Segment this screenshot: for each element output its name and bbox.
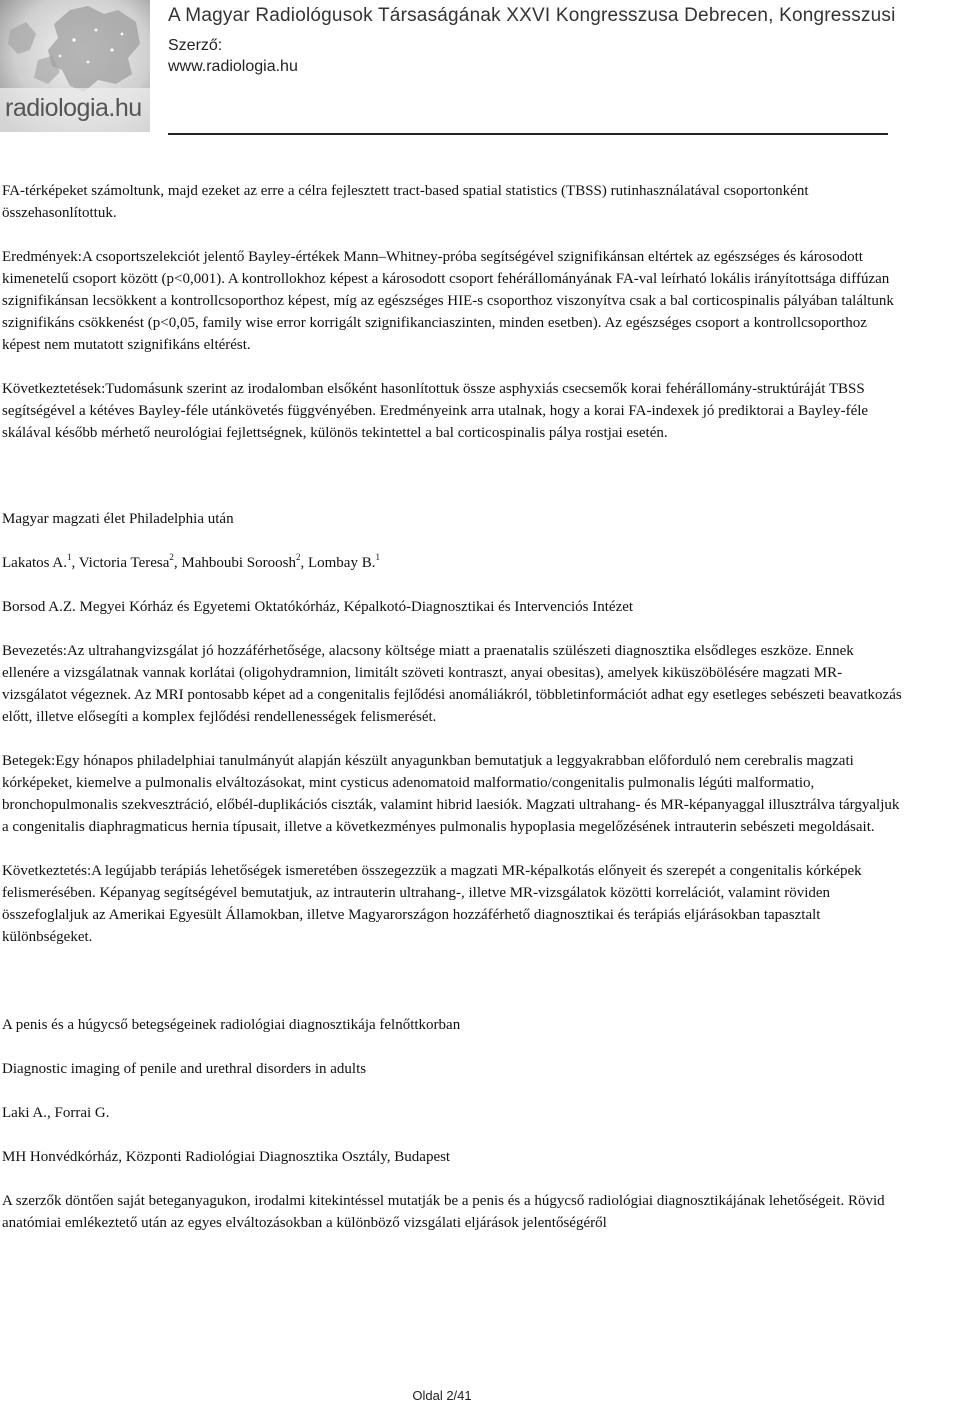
page-header <box>0 0 960 140</box>
logo-wordmark: radiologia.hu <box>5 94 142 122</box>
conference-title: A Magyar Radiológusok Társaságának XXVI Kongresszusa Debrecen, Kongresszusi <box>168 5 896 26</box>
introduction-paragraph: Bevezetés:Az ultrahangvizsgálat jó hozzáférhetősége, alacsony költsége miatt a praenatalis szülészeti diagnosztika elsődleges eszköze. Ennek ellenére a vizsgálatnak vannak korlátai (oligohydramnion, limitált szöveti kontraszt, anyai obesitas), amelyek kiküszöbölésére magzati MR-vizsgálatot végeznek. Az MRI pontosabb képet ad a congenitalis fejlődési anomáliákról, többletinformációt adhat egy esetleges sebészeti beavatkozás előtt, illetve elősegíti a komplex fejlődési rendellenességek felismerését. <box>2 643 902 725</box>
header-divider <box>168 133 888 135</box>
author-name: Lakatos A. <box>2 555 67 571</box>
author-label: Szerző: <box>168 37 223 54</box>
results-paragraph: Eredmények:A csoportszelekciót jelentő Bayley-értékek Mann–Whitney-próba segítségével szignifikánsan eltértek az egészséges és károsodott kimenetelű csoport között (p<0,001). A kontrollokhoz képest a károsodott csoport fehérállományának FA-val leírható lokális irányítottsága diffúzan szignifikánsan lecsökkent a kontrollcsoporthoz képest, míg az egészséges HIE-s csoporthoz viszonyítva csak a bal corticospinalis pályában találtunk szignifikáns csökkenést (p<0,05, family wise error korrigált szignifikanciaszinten, minden esetben). Az egészséges csoport a kontrollcsoporthoz képest nem mutatott szignifikáns eltérést. <box>2 249 894 353</box>
conclusions-paragraph: Következtetések:Tudomásunk szerint az irodalomban elsőként hasonlítottuk össze asphyxiás csecsemők korai fehérállomány-struktúráját TBSS segítségével a kétéves Bayley-féle utánkövetés függvényében. Eredményeink arra utalnak, hogy a korai FA-indexek jó prediktorai a Bayley-féle skálával később mérhető neurológiai fejlettségnek, különös tekintettel a bal corticospinalis pálya rostjai esetén. <box>2 381 869 441</box>
author-name: , Mahboubi Soroosh <box>173 555 296 571</box>
abstract-authors <box>2 552 902 574</box>
site-url-link[interactable]: www.radiologia.hu <box>168 58 298 75</box>
author-name: , Victoria Teresa <box>71 555 170 571</box>
patients-paragraph: Betegek:Egy hónapos philadelphiai tanulmányút alapján készült anyagunkban bemutatjuk a leggyakrabban előforduló nem cerebralis magzati kórképeket, kiemelve a pulmonalis elváltozásokat, mint cysticus adenomatoid malformatio/congenitalis pulmonalis légúti malformatio, bronchopulmonalis szekvesztráció, előbél-duplikációs ciszták, valamint hibrid laesiók. Magzati ultrahang- és MR-képanyaggal illusztrálva tárgyaljuk a congenitalis diaphragmaticus hernia típusait, illetve a következményes pulmonalis hypoplasia megelőzésének intrauterin sebészeti megoldásait. <box>2 753 900 835</box>
affiliation-marker: 1 <box>67 552 72 562</box>
abstract-title-english: Diagnostic imaging of penile and urethral disorders in adults <box>2 1061 367 1077</box>
page-number: Oldal 2/41 <box>412 1388 472 1403</box>
abstract-title: A penis és a húgycső betegségeinek radiológiai diagnosztikája felnőttkorban <box>2 1017 461 1033</box>
affiliation-marker: 1 <box>375 552 380 562</box>
affiliation-marker: 2 <box>169 552 174 562</box>
abstract-affiliation: Borsod A.Z. Megyei Kórház és Egyetemi Oktatókórház, Képalkotó-Diagnosztikai és Intervenciós Intézet <box>2 599 634 615</box>
author-name: , Lombay B. <box>300 555 376 571</box>
conclusion-paragraph: Következtetés:A legújabb terápiás lehetőségek ismeretében összegezzük a magzati MR-képalkotás előnyeit és szerepét a congenitalis kórképek felismerésében. Képanyag segítségével bemutatjuk, az intrauterin ultrahang-, illetve MR-vizsgálatok közötti korrelációt, valamint röviden összefoglaljuk az Amerikai Egyesült Államokban, illetve Magyarországon hozzáférhető diagnosztikai és terápiás eljárásokban tapasztalt különbségeket. <box>2 863 862 945</box>
affiliation-marker: 2 <box>295 552 301 562</box>
abstract-title: Magyar magzati élet Philadelphia után <box>2 511 234 527</box>
body-paragraph: FA-térképeket számoltunk, majd ezeket az erre a célra fejlesztett tract-based spatial statistics (TBSS) rutinhasználatával csoportonként összehasonlítottuk. <box>2 183 809 221</box>
document-body <box>2 180 902 1234</box>
abstract-paragraph: A szerzők döntően saját beteganyagukon, irodalmi kitekintéssel mutatják be a penis és a húgycső radiológiai diagnosztikájának lehetőségeit. Rövid anatómiai emlékeztető után az egyes elváltozásokban a különböző vizsgálati eljárások jelentőségéről <box>2 1193 885 1231</box>
site-logo[interactable] <box>0 0 150 132</box>
abstract-authors: Laki A., Forrai G. <box>2 1105 110 1121</box>
abstract-affiliation: MH Honvédkórház, Központi Radiológiai Diagnosztika Osztály, Budapest <box>2 1149 451 1165</box>
